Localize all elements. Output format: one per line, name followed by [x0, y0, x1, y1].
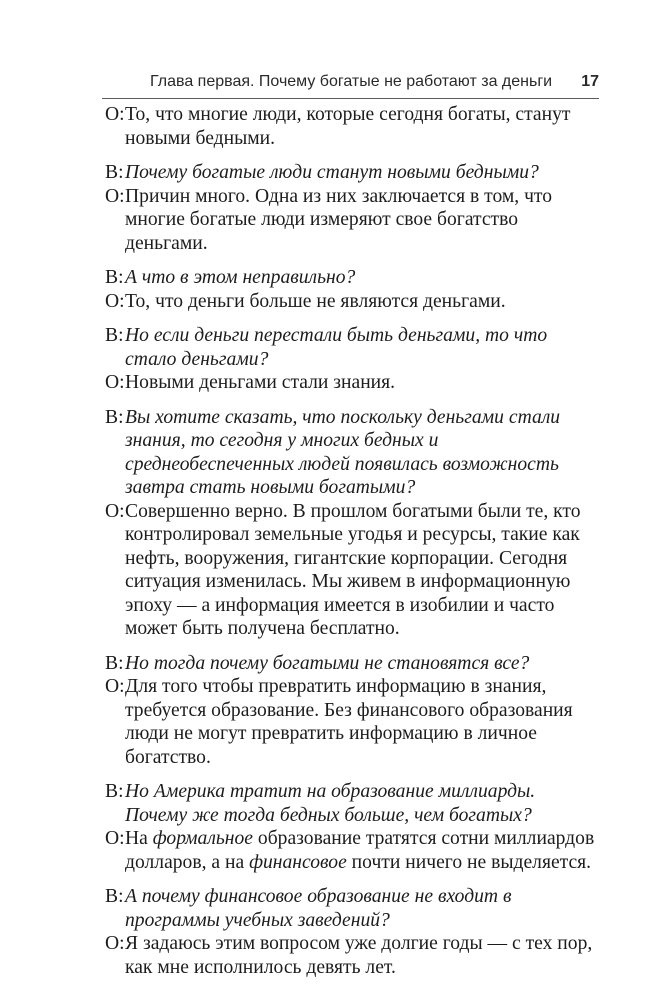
- answer-text: Причин много. Одна из них заключается в том, что многие богатые люди измеряют свое богатство деньгами.: [125, 185, 553, 254]
- page-number: 17: [581, 73, 599, 90]
- answer-paragraph: [105, 185, 601, 256]
- answer-text: Я задаюсь этим вопросом уже долгие годы — с тех пор, как мне исполнилось девять лет.: [125, 933, 593, 978]
- emphasis-formal: формальное: [152, 828, 253, 849]
- answer-text: Для того чтобы превратить информацию в знания, требуется образование. Без финансового образования люди не могут превратить информацию в личное богатство.: [125, 676, 573, 768]
- answer-paragraph: [105, 932, 601, 979]
- answer-text: [125, 828, 594, 873]
- answer-paragraph: [105, 103, 601, 150]
- answer-paragraph: [105, 290, 601, 314]
- question-label: В:: [105, 406, 124, 428]
- answer-text-part: На: [125, 828, 153, 849]
- question-label: В:: [105, 886, 124, 907]
- running-header: [102, 70, 599, 99]
- chapter-title: Глава первая. Почему богатые не работают за деньги: [150, 73, 553, 90]
- answer-paragraph: [105, 675, 601, 769]
- answer-label: О:: [105, 104, 125, 125]
- answer-label: О:: [105, 500, 125, 522]
- question-text: Но тогда почему богатыми не становятся все?: [125, 652, 530, 674]
- question-label: В:: [105, 162, 124, 183]
- answer-label: О:: [105, 372, 125, 393]
- answer-label: О:: [105, 933, 125, 954]
- answer-label: О:: [105, 828, 125, 849]
- answer-label: О:: [105, 185, 125, 207]
- question-text: Почему богатые люди станут новыми бедными?: [125, 162, 539, 183]
- question-paragraph: [105, 885, 601, 932]
- question-label: В:: [105, 267, 124, 288]
- question-paragraph: [105, 780, 601, 827]
- question-text: Но Америка тратит на образование миллиарды. Почему же тогда бедных больше, чем богатых?: [125, 781, 536, 826]
- question-label: В:: [105, 652, 124, 674]
- question-paragraph: [105, 266, 601, 290]
- answer-text: То, что многие люди, которые сегодня богаты, станут новыми бедными.: [125, 104, 571, 149]
- question-paragraph: [105, 161, 601, 185]
- answer-paragraph: [105, 827, 601, 874]
- answer-text: Совершенно верно. В прошлом богатыми были те, кто контролировал земельные угодья и ресурсы, такие как нефть, вооружения, гигантские корпорации. Сегодня ситуация изменилась. Мы живем в информационную эпоху — а информация имеется в изобилии и часто может быть получена бесплатно.: [125, 500, 581, 639]
- answer-paragraph: [105, 500, 601, 641]
- answer-text: Новыми деньгами стали знания.: [125, 372, 396, 393]
- answer-text: То, что деньги больше не являются деньгами.: [125, 290, 506, 312]
- question-label: В:: [105, 781, 124, 802]
- question-text: Но если деньги перестали быть деньгами, то что стало деньгами?: [125, 325, 548, 370]
- question-label: В:: [105, 325, 124, 346]
- answer-label: О:: [105, 676, 125, 697]
- question-text: А что в этом неправильно?: [125, 267, 356, 288]
- question-text: А почему финансовое образование не входит в программы учебных заведений?: [125, 886, 512, 931]
- dialogue-body: [105, 103, 601, 979]
- question-paragraph: [105, 406, 601, 500]
- answer-paragraph: [105, 371, 601, 395]
- question-paragraph: [105, 652, 601, 676]
- question-paragraph: [105, 324, 601, 371]
- answer-text-part: образование тратятся сотни миллиардов долларов, а на: [125, 828, 595, 873]
- question-text: Вы хотите сказать, что поскольку деньгами стали знания, то сегодня у многих бедных и среднеобеспеченных людей появилась возможность завтра стать новыми богатыми?: [125, 406, 561, 498]
- answer-label: О:: [105, 290, 125, 312]
- emphasis-financial: финансовое: [249, 851, 347, 873]
- answer-text-part: почти ничего не выделяется.: [346, 851, 592, 873]
